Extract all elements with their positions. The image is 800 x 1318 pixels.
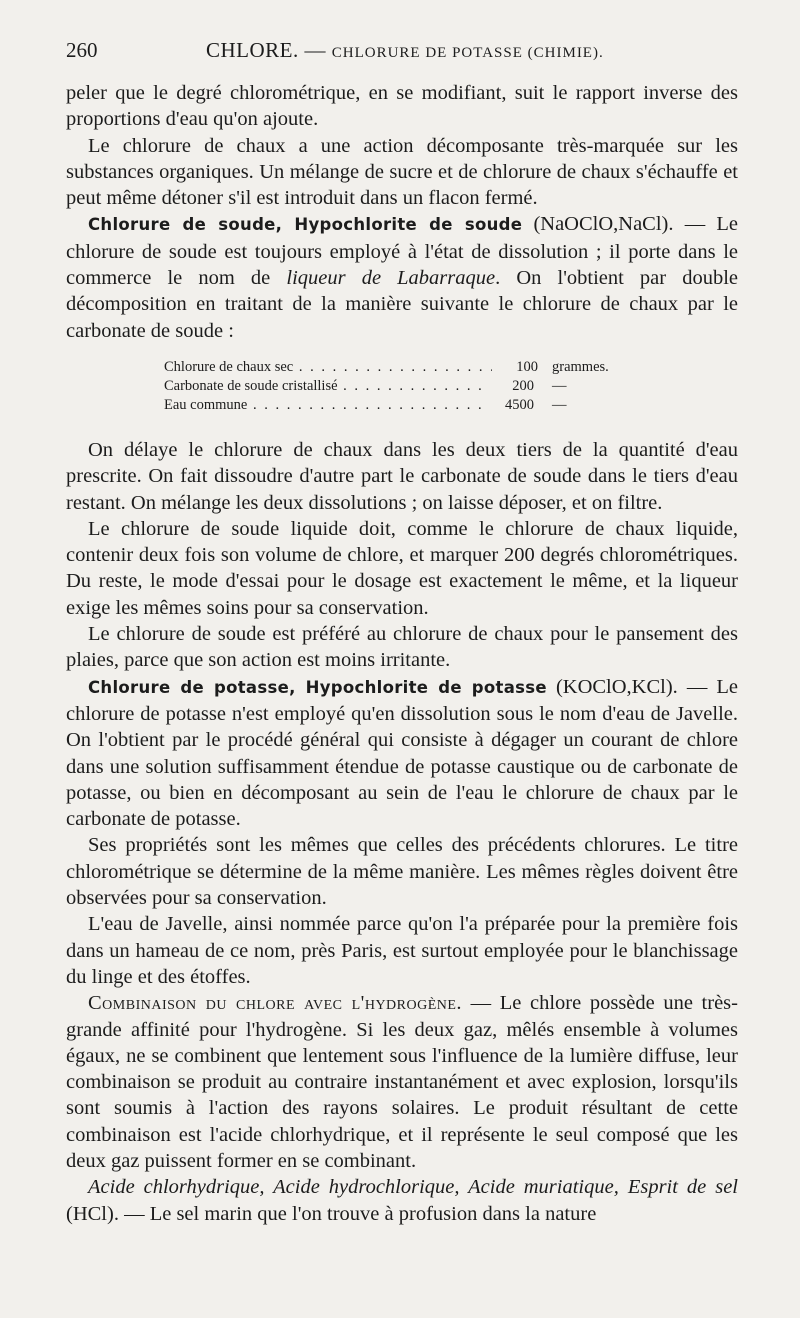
running-title — [206, 38, 604, 63]
section-heading-soude: Chlorure de soude, Hypochlorite de soude — [88, 215, 523, 235]
recipe-row — [164, 358, 642, 377]
paragraph-continuation: peler que le degré chlorométrique, en se modifiant, suit le rapport inverse des proportions d'eau qu'on ajoute. — [66, 82, 738, 131]
paragraph-eau-javelle: L'eau de Javelle, ainsi nommée parce qu'on l'a préparée pour la première fois dans un hameau de ce nom, près Paris, est surtout employée pour le blanchissage du linge et des étoffes. — [66, 913, 738, 988]
paragraph-combinaison-hydrogene — [66, 990, 738, 1174]
paragraph-soude-text-2: . On l'obtient par double décomposition en traitant de la manière suivante le chlorure de chaux par le carbonate de soude : — [66, 267, 738, 342]
section-heading-potasse: Chlorure de potasse, Hypochlorite de potasse — [88, 677, 547, 697]
paragraph-combinaison-text: — Le chlore possède une très-grande affinité pour l'hydrogène. Si les deux gaz, mêlés ensemble à volumes égaux, ne se combinent que lentement sous l'influence de la lumière diffuse, leur combinaison se produit au contraire instantanément et avec explosion, lorsqu'ils sont soumis à l'action des rayons solaires. Le produit résultant de cette combinaison est l'acide chlorhydrique, et il représente le seul composé que les deux gaz puissent former en se combinant. — [66, 992, 738, 1172]
recipe-row — [164, 377, 642, 396]
paragraph-soude-liquide: Le chlorure de soude liquide doit, comme le chlorure de chaux liquide, contenir deux fois son volume de chlore, et marquer 200 degrés chlorométriques. Du reste, le mode d'essai pour le dosage est exactement le même, et la liqueur exige les mêmes soins pour sa conservation. — [66, 517, 738, 619]
recipe-quantity: 4500 — [505, 396, 534, 413]
paragraph-chlorure-potasse — [66, 674, 738, 833]
paragraph-chlorure-soude — [66, 211, 738, 343]
page-number: 260 — [66, 38, 98, 62]
recipe-table — [164, 358, 642, 415]
running-title-sub: CHLORURE DE POTASSE (CHIMIE). — [331, 45, 604, 61]
running-title-main: CHLORE. — [206, 38, 299, 62]
paragraph-pansement: Le chlorure de soude est préféré au chlorure de chaux pour le pansement des plaies, parce que son action est moins irritante. — [66, 623, 738, 672]
recipe-quantity: 100 — [516, 358, 538, 375]
recipe-item: Chlorure de chaux sec . . . — [164, 358, 492, 377]
paragraph-chaux-action: Le chlorure de chaux a une action décomposante très-marquée sur les substances organiques. Un mélange de sucre et de chlorure de chaux s'échauffe et peut même détoner s'il est introduit dans un flacon fermé. — [66, 134, 738, 210]
running-header — [66, 38, 738, 80]
recipe-unit: grammes. — [552, 358, 609, 375]
paragraph-soude-text: (NaOClO,NaCl). — Le chlorure de soude est toujours employé à l'état de dissolution ; il porte dans le commerce le nom de — [66, 213, 738, 290]
recipe-quantity: 200 — [512, 377, 534, 394]
paragraph-proprietes: Ses propriétés sont les mêmes que celles des précédents chlorures. Le titre chlorométrique se détermine de la même manière. Les mêmes règles doivent être observées pour sa conservation. — [66, 834, 738, 910]
paragraph-potasse-text: (KOClO,KCl). — Le chlorure de potasse n'est employé qu'en dissolution sous le nom d'eau de Javelle. On l'obtient par le procédé général qui consiste à dégager un courant de chlore dans une solution suffisamment étendue de potasse caustique ou de carbonate de potasse, ou bien en décomposant au sein de l'eau le chlorure de chaux par le carbonate de potasse. — [66, 675, 738, 831]
section-heading-combinaison: Combinaison du chlore avec l'hydrogène. — [88, 992, 463, 1015]
recipe-row — [164, 396, 642, 415]
recipe-item: Eau commune . . . — [164, 396, 488, 415]
recipe-unit: — — [552, 396, 567, 413]
recipe-item: Carbonate de soude cristallisé . . . — [164, 377, 488, 396]
book-page — [66, 38, 738, 1227]
liqueur-labarraque-term: liqueur de Labarraque — [286, 267, 496, 290]
running-title-dash: — — [298, 38, 332, 62]
section-heading-acide: Acide chlorhydrique, Acide hydrochlorique, Acide muriatique, Esprit de sel — [88, 1176, 738, 1199]
paragraph-preparation: On délaye le chlorure de chaux dans les deux tiers de la quantité d'eau prescrite. On fait dissoudre d'autre part le carbonate de soude dans le tiers d'eau restant. On mélange les deux dissolutions ; on laisse déposer, et on filtre. — [66, 438, 738, 514]
paragraph-acide-chlorhydrique — [66, 1174, 738, 1227]
recipe-unit: — — [552, 377, 567, 394]
paragraph-acide-text: (HCl). — Le sel marin que l'on trouve à profusion dans la nature — [66, 1202, 597, 1225]
